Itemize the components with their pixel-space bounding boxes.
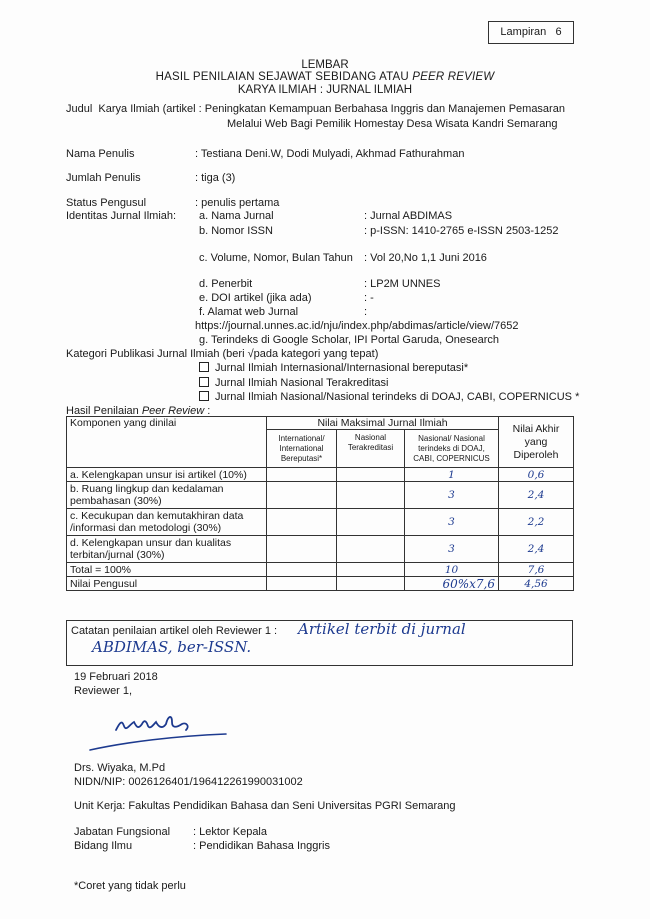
header-nilai-akhir: Nilai Akhir yang Diperoleh (499, 417, 574, 468)
title-hasil-penilaian: HASIL PENILAIAN SEJAWAT SEBIDANG ATAU PEER REVIEW (155, 71, 495, 83)
volume-label: c. Volume, Nomor, Bulan Tahun (199, 252, 353, 264)
catatan-handwritten-line2: ABDIMAS, ber-ISSN. (92, 638, 252, 656)
row-kualitas-terbitan-label: d. Kelengkapan unsur dan kualitas terbitan/jurnal (30%) (67, 536, 267, 563)
cell-empty (337, 536, 405, 563)
unit-kerja: Unit Kerja: Fakultas Pendidikan Bahasa dan Seni Universitas PGRI Semarang (74, 800, 456, 812)
lampiran-label: Lampiran 6 (500, 26, 562, 38)
checkbox-icon[interactable] (199, 377, 209, 387)
terindeks-line: g. Terindeks di Google Scholar, IPI Portal Garuda, Onesearch (199, 334, 500, 346)
jurnal-url: https://journal.unnes.ac.id/nju/index.php/abdimas/article/view/7652 (195, 320, 519, 332)
header-nilai-maksimal: Nilai Maksimal Jurnal Ilmiah (267, 417, 499, 430)
row-ruang-lingkup-label: b. Ruang lingkup dan kedalaman pembahasan (30%) (67, 482, 267, 509)
row-kualitas-terbitan-max: 3 (405, 536, 499, 563)
row-kualitas-terbitan-akhir: 2,4 (499, 536, 574, 563)
checkbox-icon[interactable] (199, 391, 209, 401)
jabatan-label: Jabatan Fungsional (74, 826, 171, 838)
cell-empty (267, 482, 337, 509)
row-nilai-pengusul-label: Nilai Pengusul (67, 577, 267, 591)
identitas-jurnal-label: Identitas Jurnal Ilmiah: (66, 210, 177, 222)
reviewer-name: Drs. Wiyaka, M.Pd (74, 762, 166, 774)
penerbit-value: : LP2M UNNES (364, 278, 441, 290)
row-kelengkapan-isi-label: a. Kelengkapan unsur isi artikel (10%) (67, 468, 267, 482)
nama-penulis-label: Nama Penulis (66, 148, 135, 160)
catatan-label: Catatan penilaian artikel oleh Reviewer 1 : (71, 625, 278, 637)
row-kelengkapan-isi-akhir: 0,6 (499, 468, 574, 482)
penilaian-table (66, 416, 574, 591)
status-pengusul-value: : penulis pertama (195, 197, 280, 209)
nama-penulis-value: : Testiana Deni.W, Dodi Mulyadi, Akhmad Fathurahman (195, 148, 465, 160)
catatan-handwritten-line1: Artikel terbit di jurnal (298, 620, 466, 638)
bidang-ilmu-label: Bidang Ilmu (74, 840, 133, 852)
jumlah-penulis-value: : tiga (3) (195, 172, 236, 184)
row-total-label: Total = 100% (67, 563, 267, 577)
row-kelengkapan-isi-max: 1 (405, 468, 499, 482)
reviewer-nidn: NIDN/NIP: 0026126401/196412261990031002 (74, 776, 303, 788)
row-kecukupan-data-max: 3 (405, 509, 499, 536)
subheader-nasional: Nasional Terakreditasi (337, 430, 405, 468)
jumlah-penulis-label: Jumlah Penulis (66, 172, 141, 184)
issn-value: : p-ISSN: 1410-2765 e-ISSN 2503-1252 (364, 225, 559, 237)
bidang-ilmu-value: : Pendidikan Bahasa Inggris (193, 840, 330, 852)
footnote: *Coret yang tidak perlu (74, 880, 186, 892)
cell-empty (337, 482, 405, 509)
row-kecukupan-data-akhir: 2,2 (499, 509, 574, 536)
cell-empty (267, 509, 337, 536)
row-nilai-pengusul-akhir: 4,56 (499, 577, 574, 591)
cell-empty (337, 577, 405, 591)
row-total-max: 10 (405, 563, 499, 577)
kategori-label: Kategori Publikasi Jurnal Ilmiah (beri √pada kategori yang tepat) (66, 348, 379, 360)
checkbox-icon[interactable] (199, 362, 209, 372)
subheader-nasional-doaj: Nasional/ Nasional terindeks di DOAJ, CABI, COPERNICUS (405, 430, 499, 468)
cell-empty (337, 509, 405, 536)
doi-value: : - (364, 292, 374, 304)
nama-jurnal-value: : Jurnal ABDIMAS (364, 210, 453, 222)
judul-row (66, 103, 565, 115)
lampiran-box (488, 21, 574, 44)
doi-label: e. DOI artikel (jika ada) (199, 292, 312, 304)
kategori-option-nasional-akreditasi[interactable]: Jurnal Ilmiah Nasional Terakreditasi (199, 377, 388, 389)
row-ruang-lingkup-max: 3 (405, 482, 499, 509)
row-kecukupan-data-label: c. Kecukupan dan kemutakhiran data /informasi dan metodologi (30%) (67, 509, 267, 536)
cell-empty (267, 577, 337, 591)
cell-empty (267, 536, 337, 563)
header-komponen: Komponen yang dinilai (67, 417, 267, 468)
alamat-web-value: : (364, 306, 368, 318)
alamat-web-label: f. Alamat web Jurnal (199, 306, 299, 318)
cell-empty (337, 563, 405, 577)
penerbit-label: d. Penerbit (199, 278, 253, 290)
title-lembar: LEMBAR (301, 59, 349, 71)
reviewer-role: Reviewer 1, (74, 685, 133, 697)
row-nilai-pengusul-calc: 60%x7,6 (405, 577, 499, 591)
row-ruang-lingkup-akhir: 2,4 (499, 482, 574, 509)
nama-jurnal-label: a. Nama Jurnal (199, 210, 274, 222)
hasil-penilaian-label: Hasil Penilaian Peer Review : (66, 405, 211, 417)
issn-label: b. Nomor ISSN (199, 225, 273, 237)
jabatan-value: : Lektor Kepala (193, 826, 267, 838)
cell-empty (267, 563, 337, 577)
cell-empty (267, 468, 337, 482)
kategori-option-nasional-terindeks[interactable]: Jurnal Ilmiah Nasional/Nasional terindeks di DOAJ, CABI, COPERNICUS * (199, 391, 579, 403)
kategori-option-internasional[interactable]: Jurnal Ilmiah Internasional/Internasional bereputasi* (199, 362, 468, 374)
row-total-akhir: 7,6 (499, 563, 574, 577)
judul-line1: Peningkatan Kemampuan Berbahasa Inggris dan Manajemen Pemasaran (204, 103, 565, 115)
cell-empty (337, 468, 405, 482)
judul-label: Judul Karya Ilmiah (artikel : (66, 103, 205, 115)
status-pengusul-label: Status Pengusul (66, 197, 147, 209)
subheader-international: International/ International Bereputasi* (267, 430, 337, 468)
review-date: 19 Februari 2018 (74, 671, 158, 683)
judul-line2: Melalui Web Bagi Pemilik Homestay Desa Wisata Kandri Semarang (227, 118, 558, 130)
title-karya-ilmiah: KARYA ILMIAH : JURNAL ILMIAH (237, 84, 413, 96)
volume-value: : Vol 20,No 1,1 Juni 2016 (364, 252, 487, 264)
reviewer-signature (86, 712, 236, 752)
